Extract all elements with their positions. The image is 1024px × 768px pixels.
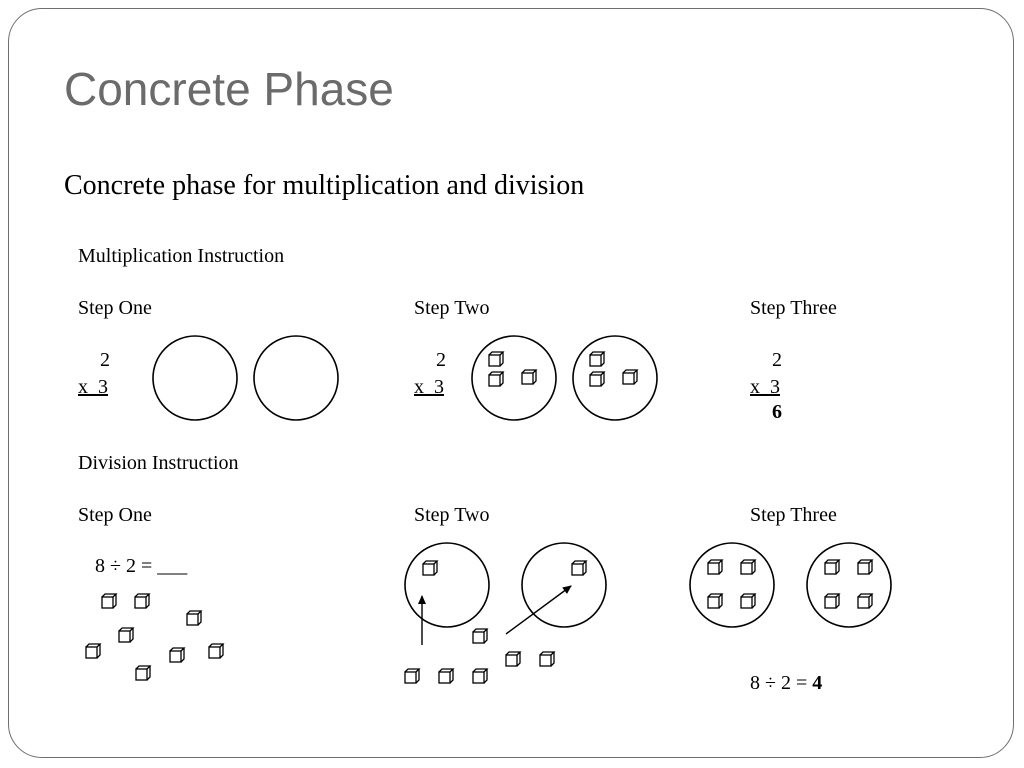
div-step-one-equation <box>95 556 187 576</box>
division-heading: Division Instruction <box>78 452 239 474</box>
mult-step-two-top: 2 <box>436 349 446 371</box>
div-step-three-label: Step Three <box>750 504 837 526</box>
mult-step-one-label: Step One <box>78 297 152 319</box>
mult-step-one-bottom: x 3 <box>78 376 108 398</box>
slide-title: Concrete Phase <box>64 63 394 115</box>
div-step-three-expr: 8 ÷ 2 = <box>750 672 813 694</box>
div-step-three-equation <box>750 673 822 693</box>
slide-subtitle: Concrete phase for multiplication and division <box>64 170 585 201</box>
div-step-three-answer: 4 <box>812 672 823 694</box>
mult-step-three-bottom: x 3 <box>750 376 780 398</box>
slide-frame <box>8 8 1014 758</box>
mult-step-three-top: 2 <box>772 349 782 371</box>
div-step-one-blank: ___ <box>157 555 188 577</box>
div-step-one-label: Step One <box>78 504 152 526</box>
mult-step-two-label: Step Two <box>414 297 490 319</box>
div-step-two-label: Step Two <box>414 504 490 526</box>
mult-step-one-top: 2 <box>100 349 110 371</box>
multiplication-heading: Multiplication Instruction <box>78 245 285 267</box>
mult-step-three-label: Step Three <box>750 297 837 319</box>
mult-step-two-bottom: x 3 <box>414 376 444 398</box>
div-step-one-expr: 8 ÷ 2 = <box>95 555 158 577</box>
mult-step-three-answer: 6 <box>772 401 782 423</box>
